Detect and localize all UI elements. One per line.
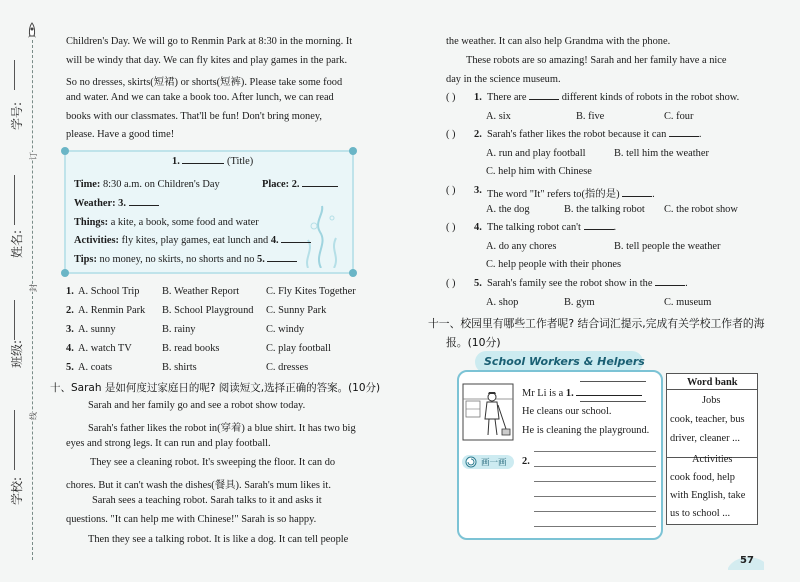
bind-ding: 订 xyxy=(29,152,38,160)
question-blank[interactable] xyxy=(669,136,699,137)
rocket-icon xyxy=(25,22,39,40)
option-a[interactable]: A. sunny xyxy=(78,324,116,335)
option-b[interactable]: B. tell him the weather xyxy=(614,148,709,159)
poster-line-3: He is cleaning the playground. xyxy=(522,425,650,436)
poster-line-1 xyxy=(522,388,642,399)
word-bank-title: Word bank xyxy=(687,377,738,388)
margin-xuexiao-label: 学校: xyxy=(10,476,24,505)
option-a[interactable]: A. run and play football xyxy=(486,148,586,159)
story-line: Sarah sees a teaching robot. Sarah talks to it and asks it xyxy=(92,495,322,506)
question-blank[interactable] xyxy=(584,229,614,230)
option-b[interactable]: B. Weather Report xyxy=(162,286,240,297)
question-text-post: different kinds of robots in the robot show. xyxy=(561,92,740,103)
poster-item2-num: 2. xyxy=(522,456,530,467)
option-a[interactable]: A. Renmin Park xyxy=(78,305,146,316)
option-num: 5. xyxy=(66,362,74,373)
activities-value: fly kites, play games, eat lunch and xyxy=(121,235,269,246)
option-b[interactable]: B. the talking robot xyxy=(564,204,645,215)
question-text-post: . xyxy=(652,189,655,200)
box-tips-row xyxy=(74,254,297,265)
margin-xuehao-label: 学号: xyxy=(10,101,24,130)
story-line: chores. But it can't wash the dishes(餐具). Sarah's mum likes it. xyxy=(66,480,331,491)
question-text-post: . xyxy=(685,278,688,289)
place-num: 2. xyxy=(291,179,300,190)
binding-line xyxy=(32,40,33,560)
word-bank-jobs-title: Jobs xyxy=(702,395,721,406)
passage-line: Children's Day. We will go to Renmin Park at 8:30 in the morning. It xyxy=(66,36,353,47)
activities-blank[interactable] xyxy=(281,242,311,243)
option-c[interactable]: C. Fly Kites Together xyxy=(266,286,356,297)
story-line: Sarah and her family go and see a robot show today. xyxy=(88,400,306,411)
time-value: 8:30 a.m. on Children's Day xyxy=(102,179,220,190)
option-b[interactable]: B. tell people the weather xyxy=(614,241,721,252)
title-hint: (Title) xyxy=(227,156,254,167)
activities-num: 4. xyxy=(270,235,279,246)
question-num: 5. xyxy=(474,278,482,289)
snail-icon xyxy=(464,455,478,469)
option-a[interactable]: A. coats xyxy=(78,362,113,373)
option-b[interactable]: B. rainy xyxy=(162,324,196,335)
question-text-post: . xyxy=(613,222,617,233)
place-label: Place: xyxy=(262,179,290,190)
bind-feng: 封 xyxy=(29,284,38,292)
time-label: Time: xyxy=(74,179,101,190)
option-a[interactable]: A. watch TV xyxy=(78,343,132,354)
word-bank-jobs-line: driver, cleaner ... xyxy=(670,433,740,444)
word-bank-jobs-line: cook, teacher, bus xyxy=(670,414,745,425)
box-place-row xyxy=(262,179,338,190)
option-a[interactable]: A. the dog xyxy=(486,204,530,215)
question-text xyxy=(487,185,655,200)
option-b[interactable]: B. five xyxy=(576,111,605,122)
corner-dot xyxy=(349,269,357,277)
draw-label: 画一画 xyxy=(481,458,507,468)
option-c[interactable]: C. dresses xyxy=(266,362,309,373)
story-line: eyes and strong legs. It can run and play football. xyxy=(66,438,271,449)
tips-num: 5. xyxy=(257,254,265,265)
question-text-pre: Sarah's father likes the robot because it can xyxy=(487,129,667,140)
option-b[interactable]: B. read books xyxy=(162,343,220,354)
things-value: a kite, a book, some food and water xyxy=(110,217,259,228)
passage-line: please. Have a good time! xyxy=(66,129,175,140)
tips-blank[interactable] xyxy=(267,261,297,262)
passage-line: and water. And we can take a book too. After lunch, we can read xyxy=(66,92,334,103)
weather-label: Weather: xyxy=(74,198,116,209)
margin-banji-label: 班级: xyxy=(10,339,24,368)
story-line: questions. "It can help me with Chinese!" Sarah is so happy. xyxy=(66,514,317,525)
question-text xyxy=(487,92,739,103)
word-bank-activities-line: with English, take xyxy=(670,490,746,501)
box-activities-row xyxy=(74,235,311,246)
option-c[interactable]: C. windy xyxy=(266,324,305,335)
word-bank-activities-line: cook food, help xyxy=(670,472,735,483)
poster-guide-line xyxy=(580,401,646,402)
activities-label: Activities: xyxy=(74,235,120,246)
word-bank-activities-line: us to school ... xyxy=(670,508,731,519)
option-c[interactable]: C. Sunny Park xyxy=(266,305,327,316)
answer-paren[interactable]: ( ) xyxy=(446,278,456,289)
story-line: They see a cleaning robot. It's sweeping the floor. It can do xyxy=(90,457,336,468)
answer-paren[interactable]: ( ) xyxy=(446,92,456,103)
question-text-pre: Sarah's family see the robot show in the xyxy=(487,278,653,289)
poster-line-2: He cleans our school. xyxy=(522,406,612,417)
word-bank-activities-title: Activities xyxy=(692,454,733,465)
corner-dot xyxy=(349,147,357,155)
story-line: These robots are so amazing! Sarah and her family have a nice xyxy=(466,55,727,66)
cleaner-illustration-icon xyxy=(462,383,514,441)
box-weather-row xyxy=(74,198,159,209)
section-10-title: 十、Sarah 是如何度过家庭日的呢? 阅读短文,选择正确的答案。(10分) xyxy=(50,382,381,394)
question-text-pre: There are xyxy=(487,92,527,103)
option-a[interactable]: A. School Trip xyxy=(78,286,140,297)
box-things-row xyxy=(74,217,259,228)
page-number: 57 xyxy=(740,555,754,566)
xuexiao-line xyxy=(14,410,15,470)
option-b[interactable]: B. gym xyxy=(564,297,595,308)
poster-l1-num: 1. xyxy=(565,388,574,399)
poster-blank-1[interactable] xyxy=(576,395,642,396)
xingming-line xyxy=(14,175,15,225)
section-11-title-line1: 十一、校园里有哪些工作者呢? 结合词汇提示,完成有关学校工作者的海 xyxy=(428,317,765,330)
option-num: 4. xyxy=(66,343,74,354)
passage-line: will be windy that day. We can fly kites and play games in the park. xyxy=(66,55,348,66)
question-num: 3. xyxy=(474,185,482,196)
answer-paren[interactable]: ( ) xyxy=(446,185,456,196)
question-text xyxy=(487,278,688,289)
answer-paren[interactable]: ( ) xyxy=(446,129,456,140)
weather-blank[interactable] xyxy=(129,205,159,206)
story-line: Sarah's father likes the robot in(穿着) a blue shirt. It has two big xyxy=(88,423,356,434)
place-blank[interactable] xyxy=(302,186,338,187)
option-a[interactable]: A. shop xyxy=(486,297,519,308)
option-b[interactable]: B. School Playground xyxy=(162,305,254,316)
banji-line xyxy=(14,300,15,340)
bind-xian: 线 xyxy=(29,412,38,420)
option-c[interactable]: C. museum xyxy=(664,297,712,308)
option-c[interactable]: C. help people with their phones xyxy=(486,259,622,270)
poster-banner-text: School Workers & Helpers xyxy=(484,355,645,368)
tips-label: Tips: xyxy=(74,254,97,265)
tips-value: no money, no skirts, no shorts and no xyxy=(99,254,255,265)
option-c[interactable]: C. the robot show xyxy=(664,204,738,215)
option-num: 1. xyxy=(66,286,74,297)
option-num: 2. xyxy=(66,305,74,316)
question-text-pre: The talking robot can't xyxy=(487,222,581,233)
question-blank[interactable] xyxy=(529,99,559,100)
option-c[interactable]: C. four xyxy=(664,111,694,122)
question-num: 1. xyxy=(474,92,482,103)
option-c[interactable]: C. play football xyxy=(266,343,331,354)
option-a[interactable]: A. do any chores xyxy=(486,241,557,252)
passage-line: books with our classmates. That'll be fun! Don't bring money, xyxy=(66,111,322,122)
section-11-title-line2: 报。(10分) xyxy=(446,336,501,349)
question-blank[interactable] xyxy=(622,196,652,197)
option-num: 3. xyxy=(66,324,74,335)
question-text xyxy=(487,222,616,233)
option-b[interactable]: B. shirts xyxy=(162,362,197,373)
corner-dot xyxy=(61,147,69,155)
question-text-post: . xyxy=(698,129,702,140)
poster-l1-pre: Mr Li is a xyxy=(522,388,564,399)
xuehao-line xyxy=(14,60,15,90)
story-line: the weather. It can also help Grandma with the phone. xyxy=(446,36,671,47)
question-num: 2. xyxy=(474,129,482,140)
story-line: Then they see a talking robot. It is like a dog. It can tell people xyxy=(88,534,349,545)
poster-guide-line xyxy=(580,381,646,382)
things-label: Things: xyxy=(74,217,109,228)
question-text xyxy=(487,129,702,140)
question-blank[interactable] xyxy=(655,285,685,286)
margin-xingming-label: 姓名: xyxy=(10,229,24,258)
option-c[interactable]: C. help him with Chinese xyxy=(486,166,592,177)
option-a[interactable]: A. six xyxy=(486,111,511,122)
title-num: 1. xyxy=(172,156,180,167)
question-num: 4. xyxy=(474,222,482,233)
corner-dot xyxy=(61,269,69,277)
story-line: day in the science museum. xyxy=(446,74,561,85)
box-title-row xyxy=(172,156,253,167)
weather-num: 3. xyxy=(118,198,126,209)
answer-paren[interactable]: ( ) xyxy=(446,222,456,233)
box-time-row xyxy=(74,179,220,190)
passage-line: So no dresses, skirts(短裙) or shorts(短裤). Please take some food xyxy=(66,77,343,88)
title-blank[interactable] xyxy=(182,163,224,164)
question-text-pre: The word "It" refers to(指的是) xyxy=(487,189,620,200)
